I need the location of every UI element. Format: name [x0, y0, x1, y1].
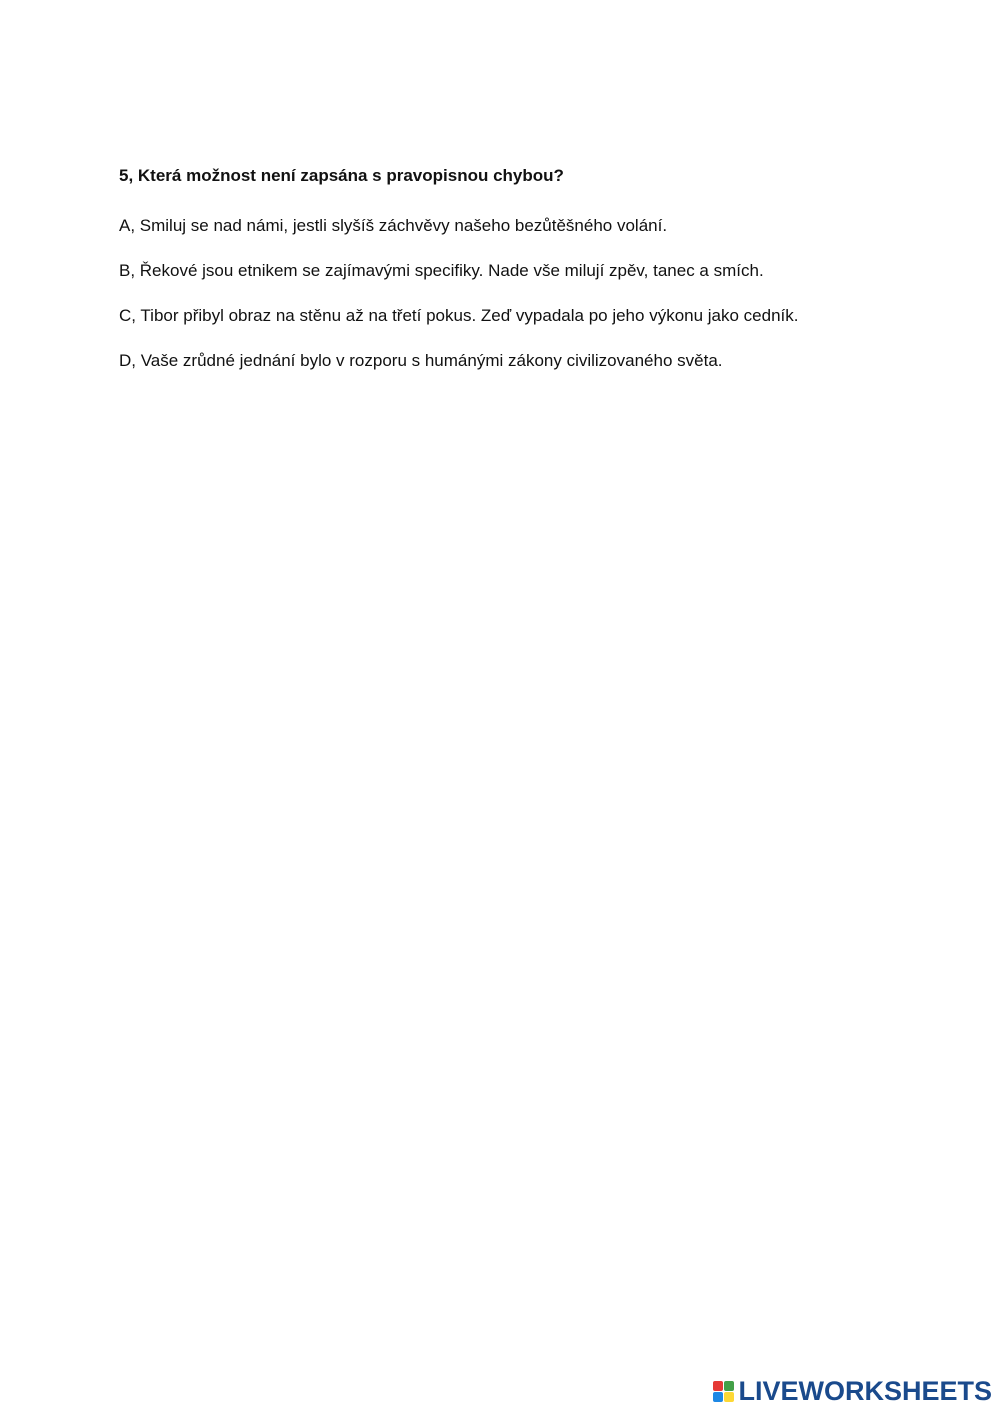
- logo-mark-square-4: [724, 1392, 734, 1402]
- question-title: 5, Která možnost není zapsána s pravopisnou chybou?: [119, 166, 564, 185]
- option-d: D, Vaše zrůdné jednání bylo v rozporu s humánými zákony civilizovaného světa.: [119, 351, 723, 370]
- option-c: C, Tibor přibyl obraz na stěnu až na třetí pokus. Zeď vypadala po jeho výkonu jako cedník.: [119, 306, 799, 325]
- logo-mark-icon: [713, 1381, 734, 1402]
- logo-text: LIVEWORKSHEETS: [738, 1376, 992, 1406]
- logo-mark-square-2: [724, 1381, 734, 1391]
- logo-mark-square-1: [713, 1381, 723, 1391]
- option-b: B, Řekové jsou etnikem se zajímavými specifiky. Nade vše milují zpěv, tanec a smích.: [119, 261, 764, 280]
- worksheet-content: [119, 164, 899, 394]
- logo-mark-square-3: [713, 1392, 723, 1402]
- option-a: A, Smiluj se nad námi, jestli slyšíš záchvěvy našeho bezůtěšného volání.: [119, 216, 668, 235]
- liveworksheets-logo: [713, 1377, 992, 1405]
